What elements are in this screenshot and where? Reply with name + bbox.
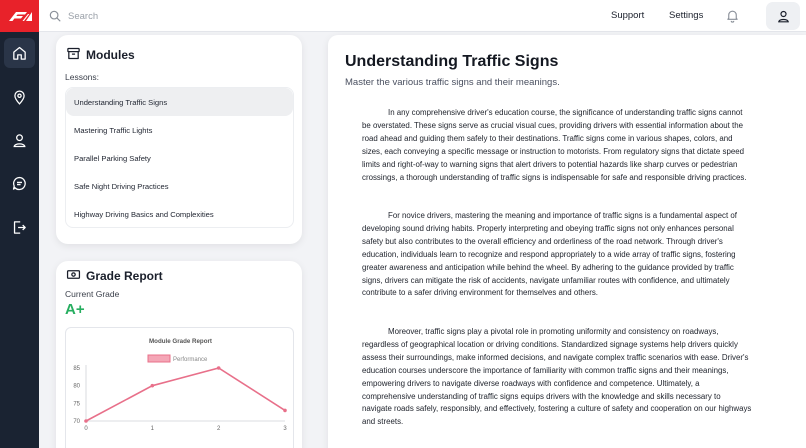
sidebar	[0, 0, 39, 448]
bell-icon[interactable]	[725, 8, 740, 23]
lesson-paragraph: In any comprehensive driver's education course, the significance of understanding traffic signs cannot be overstated. These signs serve as crucial visual cues, providing drivers with essential information about the road ahead and guiding them safely to their destinations. Traffic signs come in various shapes, colors, and sizes, each conveying a specific message or instruction to motorists. From regulatory signs that dictate speed limits and right-of-way to warning signs that alert drivers to potential hazards like sharp curves or pedestrian crossings, a thorough understanding of traffic signs is indispensable for safe and responsible driving practices.	[362, 108, 747, 182]
nav-messages[interactable]	[4, 168, 35, 198]
legend-swatch	[148, 355, 170, 362]
nav-logout[interactable]	[4, 212, 35, 242]
chat-icon	[11, 175, 28, 192]
data-point	[151, 384, 155, 388]
lesson-title: Understanding Traffic Signs	[345, 53, 559, 70]
user-icon	[11, 132, 28, 149]
legend-label: Performance	[173, 357, 208, 363]
y-tick-label: 80	[73, 383, 80, 390]
x-tick-label: 1	[150, 426, 155, 432]
lessons-list	[65, 87, 294, 228]
f1-logo[interactable]	[0, 0, 39, 32]
search-input[interactable]	[68, 6, 328, 26]
home-icon	[11, 45, 28, 62]
modules-title: Modules	[86, 48, 135, 62]
grade-chart-svg	[66, 328, 295, 448]
logout-icon	[11, 219, 28, 236]
lesson-content-card	[328, 35, 806, 448]
x-tick-label: 3	[283, 426, 287, 432]
user-icon	[776, 9, 791, 24]
data-point	[217, 366, 221, 370]
nav-profile[interactable]	[4, 125, 35, 155]
series-line	[86, 368, 285, 421]
lesson-item[interactable]: Highway Driving Basics and Complexities	[74, 209, 214, 219]
lesson-item[interactable]: Understanding Traffic Signs	[66, 88, 293, 116]
data-point	[283, 409, 287, 413]
lessons-label: Lessons:	[65, 72, 100, 82]
data-point	[84, 419, 88, 423]
avatar-button[interactable]	[766, 2, 800, 30]
lesson-item[interactable]: Parallel Parking Safety	[74, 153, 151, 163]
lesson-paragraph: Moreover, traffic signs play a pivotal role in promoting uniformity and consistency on roadways, regardless of geographical location or driving conditions. Standardized signage systems help drivers quickly assess their surroundings, make informed decisions, and navigate complex traffic scenarios with ease. Driver's education courses underscore the importance of familiarity with common traffic signs and their meanings, empowering drivers to navigate diverse roadways with confidence and competence. Ultimately, a comprehensive understanding of traffic signs equips drivers with the knowledge and skills necessary to navigate roads safely, responsibly, and effectively, fostering a culture of safety and cooperation on our highways and streets.	[362, 327, 752, 427]
grade-chart	[65, 327, 294, 448]
support-link[interactable]: Support	[611, 10, 645, 21]
lesson-paragraph: For novice drivers, mastering the meaning and importance of traffic signs is a fundamental aspect of developing sound driving habits. Properly interpreting and obeying traffic signs not only enhances personal safety but also contributes to the overall efficiency and orderliness of the road network. Through driver's education, individuals learn to recognize and respond appropriately to a wide array of traffic signs, fostering greater awareness and anticipation while behind the wheel. By adhering to the guidance provided by traffic signs, drivers can mitigate the risk of accidents, navigate unfamiliar routes with confidence, and ultimately contribute to a safer driving environment for themselves and others.	[362, 211, 737, 298]
x-tick-label: 2	[216, 426, 221, 432]
settings-link[interactable]: Settings	[669, 10, 704, 21]
nav-map[interactable]	[4, 82, 35, 112]
y-tick-label: 70	[73, 419, 80, 425]
current-grade-label: Current Grade	[65, 289, 120, 299]
nav-home[interactable]	[4, 38, 35, 68]
f1-logo-icon	[7, 10, 33, 22]
lesson-item[interactable]: Mastering Traffic Lights	[74, 125, 153, 135]
archive-box-icon	[66, 46, 81, 61]
top-bar	[39, 0, 806, 32]
grade-report-card	[56, 261, 302, 448]
y-tick-label: 75	[73, 401, 80, 408]
x-tick-label: 0	[84, 426, 88, 432]
grade-report-title: Grade Report	[86, 269, 163, 283]
money-bill-icon	[66, 267, 81, 282]
modules-card	[56, 35, 302, 244]
current-grade-value: A+	[65, 301, 85, 318]
y-tick-label: 85	[73, 366, 80, 372]
chart-title: Module Grade Report	[149, 338, 212, 345]
lesson-item[interactable]: Safe Night Driving Practices	[74, 181, 169, 191]
lesson-subtitle: Master the various traffic signs and their meanings.	[345, 77, 560, 88]
search-icon	[48, 9, 62, 23]
map-pin-icon	[11, 89, 28, 106]
